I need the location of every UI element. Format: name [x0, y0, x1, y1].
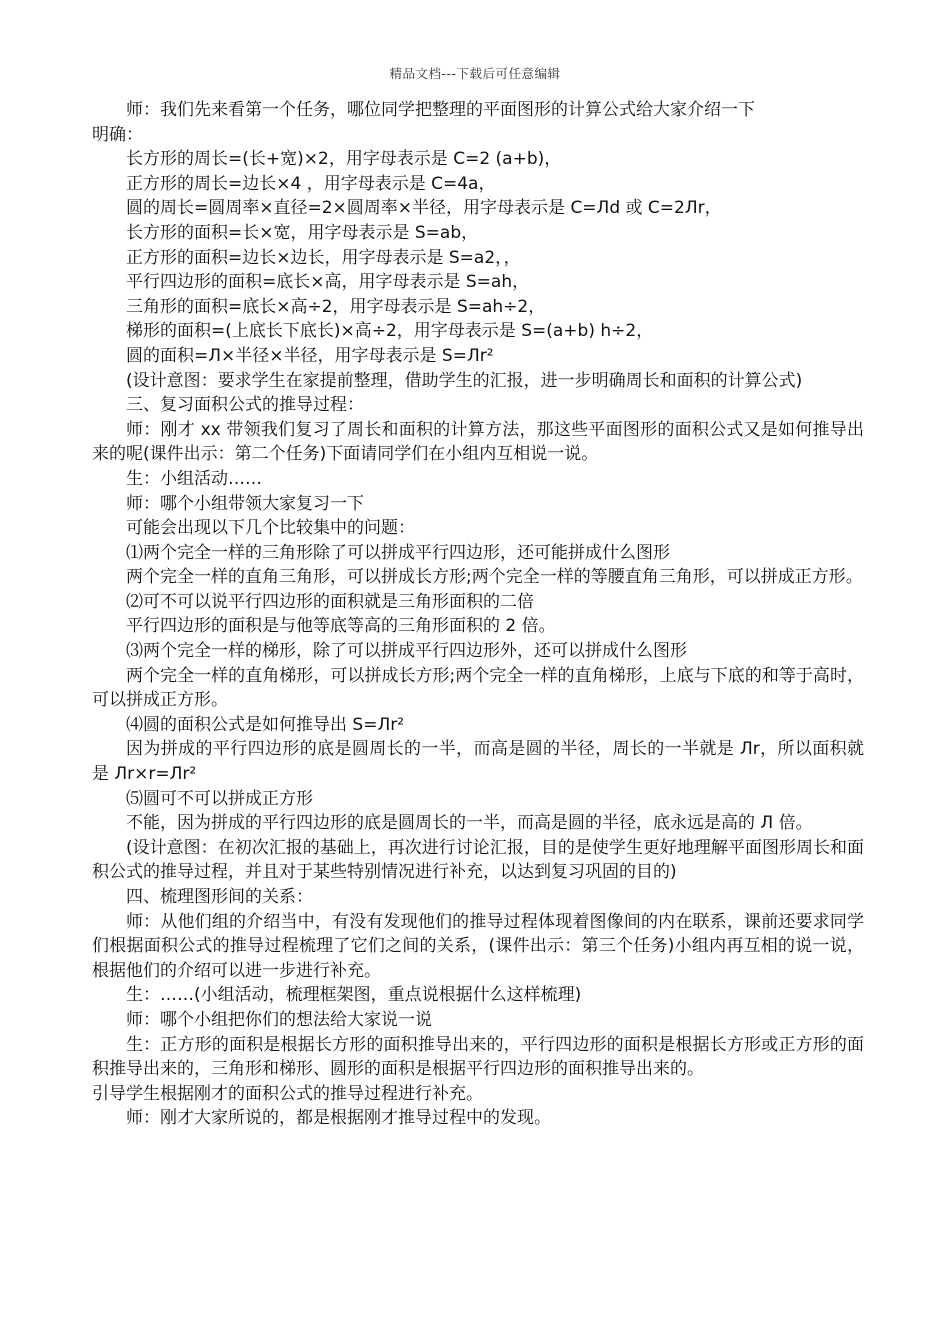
formula-line: 长方形的周长=(长+宽)×2，用字母表示是 C=2 (a+b)，	[126, 149, 562, 170]
paragraph: 师：我们先来看第一个任务，哪位同学把整理的平面图形的计算公式给大家介绍一下	[126, 100, 755, 120]
section-heading: 四、梳理图形间的关系：	[126, 887, 313, 907]
answer: 不能，因为拼成的平行四边形的底是圆周长的一半，而高是圆的半径，底永远是高的 Л 倍。	[126, 813, 813, 834]
paragraph: 师：从他们组的介绍当中，有没有发现他们的推导过程体现着图像间的内在联系，课前还要求同学们根据面积公式的推导过程梳理了它们之间的关系，(课件出示：第三个任务)小组内再互相的说一说，根据他们的介绍可以进一步进行补充。	[92, 911, 864, 981]
question: ⑶两个完全一样的梯形，除了可以拼成平行四边形外，还可以拼成什么图形	[126, 641, 687, 662]
answer: 两个完全一样的直角三角形，可以拼成长方形;两个完全一样的等腰直角三角形，可以拼成正方形。	[126, 567, 863, 588]
paragraph: 师：哪个小组把你们的想法给大家说一说	[126, 1009, 432, 1030]
formula-line: 长方形的面积=长×宽，用字母表示是 S=ab，	[126, 222, 479, 243]
paragraph: 师：刚才 xx 带领我们复习了周长和面积的计算方法，那这些平面图形的面积公式又是如何推导出来的呢(课件出示：第二个任务)下面请同学们在小组内互相说一说。	[92, 419, 864, 465]
paragraph: 师：哪个小组带领大家复习一下	[126, 493, 364, 514]
document-body	[92, 98, 864, 1131]
formula-line: 圆的周长=圆周率×直径=2×圆周率×半径，用字母表示是 C=Лd 或 C=2Лr，	[126, 198, 722, 219]
formula-line: 正方形的周长=边长×4 ，用字母表示是 C=4a，	[126, 173, 496, 194]
design-note: (设计意图：在初次汇报的基础上，再次进行讨论汇报，目的是使学生更好地理解平面图形周长和面积公式的推导过程，并且对于某些特别情况进行补充，以达到复习巩固的目的)	[92, 837, 864, 883]
formula-line: 三角形的面积=底长×高÷2，用字母表示是 S=ah÷2，	[126, 296, 546, 317]
paragraph: 生：小组活动……	[126, 468, 262, 489]
paragraph: 可能会出现以下几个比较集中的问题：	[126, 518, 415, 539]
question: ⑴两个完全一样的三角形除了可以拼成平行四边形，还可能拼成什么图形	[126, 542, 670, 563]
design-note: (设计意图：要求学生在家提前整理，借助学生的汇报，进一步明确周长和面积的计算公式)	[126, 370, 803, 391]
formula-line: 正方形的面积=边长×边长，用字母表示是 S=a2，，	[126, 247, 521, 268]
paragraph: 生：……(小组活动，梳理框架图，重点说根据什么这样梳理)	[126, 985, 582, 1006]
question: ⑷圆的面积公式是如何推导出 S=Лr²	[126, 714, 405, 735]
formula-line: 平行四边形的面积=底长×高，用字母表示是 S=ah，	[126, 272, 530, 293]
paragraph: 引导学生根据刚才的面积公式的推导过程进行补充。	[92, 1083, 483, 1104]
answer: 因为拼成的平行四边形的底是圆周长的一半，而高是圆的半径，周长的一半就是 Лr，所以面积就是 Лr×r=Лr²	[92, 739, 864, 785]
answer: 平行四边形的面积是与他等底等高的三角形面积的 2 倍。	[126, 616, 556, 637]
paragraph: 生：正方形的面积是根据长方形的面积推导出来的，平行四边形的面积是根据长方形或正方形的面积推导出来的，三角形和梯形、圆形的面积是根据平行四边形的面积推导出来的。	[92, 1034, 864, 1080]
paragraph: 明确：	[92, 124, 143, 145]
formula-line: 梯形的面积=(上底长下底长)×高÷2，用字母表示是 S=(a+b) h÷2，	[126, 321, 654, 342]
answer: 两个完全一样的直角梯形，可以拼成长方形;两个完全一样的直角梯形，上底与下底的和等于高时，可以拼成正方形。	[92, 665, 864, 711]
question: ⑸圆可不可以拼成正方形	[126, 788, 313, 809]
section-heading: 三、复习面积公式的推导过程：	[126, 395, 364, 416]
formula-line: 圆的面积=Л×半径×半径，用字母表示是 S=Лr²	[126, 345, 494, 366]
question: ⑵可不可以说平行四边形的面积就是三角形面积的二倍	[126, 591, 534, 612]
page-header: 精品文档---下载后可任意编辑	[389, 66, 561, 81]
paragraph: 师：刚才大家所说的，都是根据刚才推导过程中的发现。	[126, 1108, 551, 1129]
